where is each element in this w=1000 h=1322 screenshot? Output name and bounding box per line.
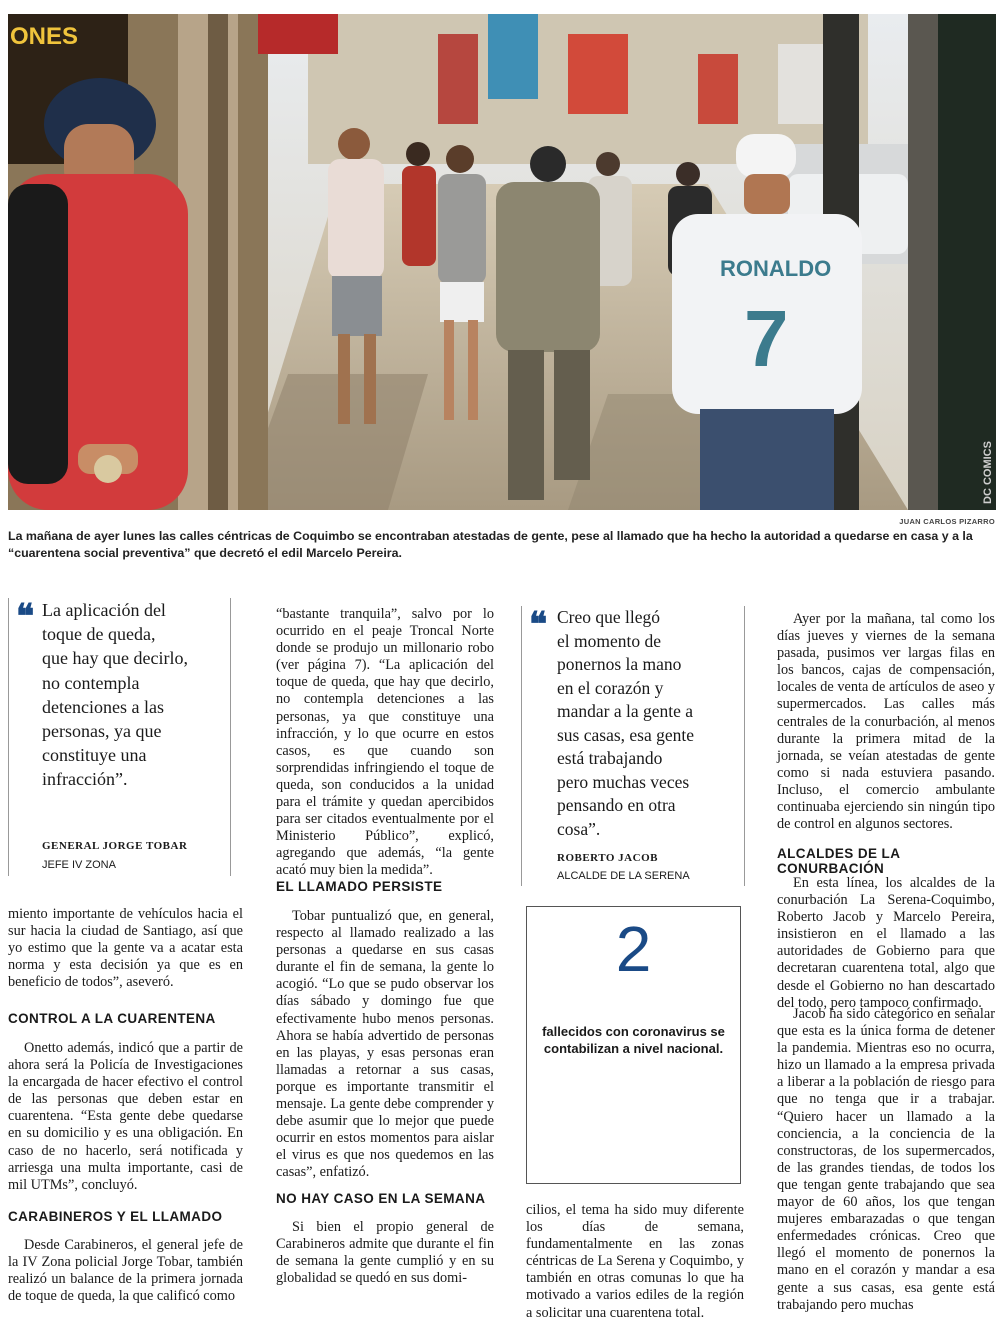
quote-author-name: GENERAL JORGE TOBAR (42, 840, 188, 852)
quote-mark-icon: ❝ (529, 605, 548, 645)
quote-author-name: ROBERTO JACOB (557, 852, 658, 864)
quote-mark-icon: ❝ (16, 597, 35, 637)
pull-quote-jacob (521, 606, 745, 886)
store-sign-text: ONES (10, 23, 79, 50)
photo-credit: JUAN CARLOS PIZARRO (899, 517, 995, 526)
subhead-no-hay-caso: NO HAY CASO EN LA SEMANA (276, 1191, 486, 1206)
quote-line: mandar a la gente a (557, 701, 694, 721)
subhead-control-cuarentena: CONTROL A LA CUARENTENA (8, 1011, 216, 1026)
col4-paragraph-3: Jacob ha sido categórico en señalar que esta es la única forma de detener la pandemia. Mientras eso no ocurra, hizo un llamado a la empresa privada a liberar a la población de riesgo para que no tenga que ir a trabajar. “Quiero hacer un llamado a la conciencia, a la conciencia de la constructoras, de los supermercados, de las grandes tiendas, de todos los que tengan gente trabajando que sea mayor de 60 años, los que tengan mujeres embarazadas o que tengan enfermedades crónicas. Creo que llegó el momento de ponernos la mano en el corazón y mandar a esa gente a sus casas, esa gente está trabajando pero muchas (777, 1006, 995, 1313)
col1-paragraph-3: Desde Carabineros, el general jefe de la IV Zona policial Jorge Tobar, también realizó un balance de la primera jornada de toque de queda, la que calificó como (8, 1237, 243, 1305)
street-scene-illustration (8, 14, 996, 510)
quote-line: cosa”. (557, 818, 601, 839)
quote-line: Creo que llegó (557, 607, 661, 627)
quote-line: el momento de (557, 630, 662, 651)
col4-paragraph-2: En esta línea, los alcaldes de la conurbación La Serena-Coquimbo, Roberto Jacob y Marcelo Pereira, insistieron en el llamado a las autoridades de Gobierno para que decretaran cuarentena total, algo que desde el Gobierno no han descartado del todo, pero tampoco confirmado. (777, 875, 995, 1011)
subhead-llamado-persiste: EL LLAMADO PERSISTE (276, 879, 443, 894)
quote-line: sus casas, esa gente (557, 724, 695, 745)
jersey-name-text: RONALDO (720, 256, 832, 281)
quote-line: personas, ya que (42, 721, 162, 742)
stat-number: 2 (615, 913, 652, 985)
quote-line: infracción”. (42, 769, 128, 790)
street-photo (8, 14, 996, 510)
jersey-number-text: 7 (744, 294, 789, 383)
quote-line: detenciones a las (42, 696, 164, 717)
photo-caption: La mañana de ayer lunes las calles céntricas de Coquimbo se encontraban atestadas de gente, pese al llamado que ha hecho la autoridad a quedarse en casa y a la “cuarentena social preventiva” que decretó el edil Marcelo Pereira. (8, 529, 973, 560)
col2-paragraph-1: “bastante tranquila”, salvo por lo ocurrido en el peaje Troncal Norte donde se produjo un millonario robo (ver página 7). “La aplicación del toque de queda, que hay que decirlo, no contempla detenciones a las personas, ya que constituye una infracción, y lo que ocurre en estos casos, es que cuando son sorprendidas infringiendo el toque de queda, son conducidos a la unidad para el trámite y quedan apercibidos para ser citados eventualmente por el Ministerio Público”, explicó, agregando que además, “la gente acató muy bien la medida”. (276, 606, 494, 879)
quote-line: no contempla (42, 672, 140, 693)
quote-line: constituye una (42, 745, 147, 766)
quote-line: pero muchas veces (557, 771, 690, 792)
quote-author-role: ALCALDE DE LA SERENA (557, 870, 690, 882)
subhead-carabineros: CARABINEROS Y EL LLAMADO (8, 1209, 223, 1224)
col3-paragraph-1: cilios, el tema ha sido muy diferente los días de semana, fundamentalmente en las zonas céntricas de La Serena y Coquimbo, y también en otras comunas lo que ha motivado a varios ediles de la región a solicitar una cuarentena total. (526, 1202, 744, 1321)
col2-paragraph-2: Tobar puntualizó que, en general, respecto al llamado realizado a las personas a quedarse en sus casas durante el fin de semana, la gente lo acogió. “Lo que se pudo observar los días sábado y domingo fue que efectivamente hubo menos personas. Ahora se había advertido de personas en las playas, y esas personas eran llamadas a retornar a sus casas, porque es importante transmitir el mensaje. La gente debe comprender y debe asumir que lo mejor que puede ocurrir en estos momentos para aislar el virus es que nos quedemos en las casas”, enfatizó. (276, 908, 494, 1181)
stat-text: fallecidos con coronavirus se contabilizan a nivel nacional. (542, 1024, 725, 1056)
stat-box (526, 906, 741, 1184)
quote-line: pensando en otra (557, 795, 676, 815)
quote-line: toque de queda, (42, 624, 156, 645)
quote-line: está trabajando (557, 748, 663, 768)
quote-line: en el corazón y (557, 677, 664, 698)
col4-paragraph-1: Ayer por la mañana, tal como los días jueves y viernes de la semana pasada, pusimos ver largas filas en los bancos, cajas de compensación, locales de venta de artículos de aseo y supermercados. Las calles más centrales de la conurbación, al menos durante la primera mitad de la jornada, se veían atestadas de gente como si nada estuviera pasando. Incluso, el comercio ambulante continuaba ejerciendo sin ningún tipo de control en algunos sectores. (777, 611, 995, 833)
quote-line: que hay que decirlo, (42, 648, 188, 669)
quote-line: ponernos la mano (557, 654, 682, 674)
quote-author-role: JEFE IV ZONA (42, 859, 116, 871)
col2-paragraph-3: Si bien el propio general de Carabineros admite que durante el fin de semana la gente cumplió y en su globalidad se quedó en sus domi- (276, 1219, 494, 1287)
pull-quote-tobar (8, 598, 231, 876)
col1-paragraph-1: miento importante de vehículos hacia el sur hacia la ciudad de Santiago, así que yo estimo que la gente va a acatar esta norma y esta decisión ya que es en beneficio de todos”, aseveró. (8, 906, 243, 991)
col1-paragraph-2: Onetto además, indicó que a partir de ahora será la Policía de Investigaciones la encargada de hacer efectivo el control de las personas que deben estar en cuarentena. “Esta gente debe quedarse en su domicilio y es una obligación. En caso de no hacerlo, será notificada y arriesga una multa importante, casi de mil UTMs”, concluyó. (8, 1040, 243, 1193)
subhead-alcaldes: ALCALDES DE LA CONURBACIÓN (777, 846, 900, 876)
quote-line: La aplicación del (42, 600, 166, 620)
pole-sign-text: DC COMICS (982, 441, 994, 504)
